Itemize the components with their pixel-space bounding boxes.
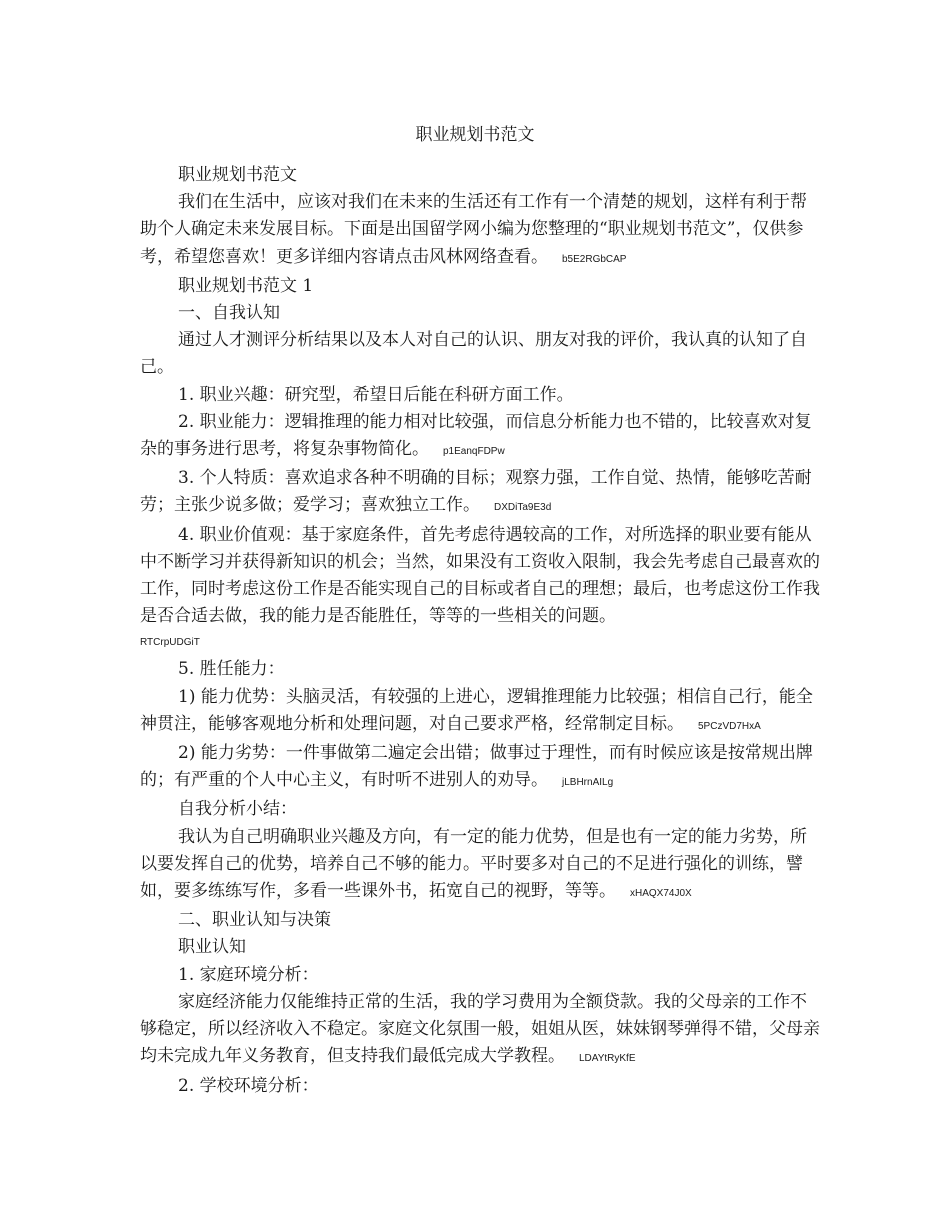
paragraph: 1) 能力优势：头脑灵活，有较强的上进心，逻辑推理能力比较强；相信自己行，能全神贯注，能够客观地分析和处理问题，对自己要求严格，经常制定目标。 5PCzVD7HxA [140, 686, 813, 734]
paragraph: 家庭经济能力仅能维持正常的生活，我的学习费用为全额贷款。我的父母亲的工作不够稳定，所以经济收入不稳定。家庭文化氛围一般，姐姐从医，妹妹钢琴弹得不错，父母亲均未完成九年义务教育，但支持我们最低完成大学教程。 LDAYtRyKfE [140, 991, 820, 1067]
doc-code: DXDiTa9E3d [494, 502, 552, 514]
paragraph: 2. 职业能力：逻辑推理的能力相对比较强，而信息分析能力也不错的，比较喜欢对复杂的事务进行思考，将复杂事物简化。 p1EanqFDPw [140, 411, 812, 460]
doc-code: xHAQX74J0X [630, 888, 692, 900]
paragraph: 3. 个人特质：喜欢追求各种不明确的目标；观察力强，工作自觉、热情，能够吃苦耐劳；主张少说多做；爱学习；喜欢独立工作。 DXDiTa9E3d [140, 468, 812, 516]
section-heading: 二、职业认知与决策 [178, 910, 331, 931]
paragraph: 1. 家庭环境分析： [178, 964, 319, 985]
paragraph: 5. 胜任能力： [178, 659, 285, 680]
paragraph: 2) 能力劣势：一件事做第二遍定会出错；做事过于理性，而有时候应该是按常规出牌的；有严重的个人中心主义，有时听不进别人的劝导。 jLBHrnAILg [140, 743, 813, 791]
doc-code: b5E2RGbCAP [562, 253, 627, 265]
paragraph: 自我分析小结： [178, 799, 297, 820]
doc-code: p1EanqFDPw [443, 446, 505, 458]
doc-code: jLBHrnAILg [562, 777, 614, 789]
doc-code: LDAYtRyKfE [579, 1053, 636, 1065]
paragraph: 2. 学校环境分析： [178, 1075, 319, 1096]
doc-code: 5PCzVD7HxA [698, 720, 761, 732]
paragraph: 1. 职业兴趣：研究型，希望日后能在科研方面工作。 [178, 384, 574, 405]
document-title: 职业规划书范文 [415, 125, 535, 145]
paragraph: 通过人才测评分析结果以及本人对自己的认识、朋友对我的评价，我认真的认知了自己。 [140, 330, 807, 378]
document-body [140, 162, 820, 1100]
paragraph: 我认为自己明确职业兴趣及方向，有一定的能力优势，但是也有一定的能力劣势，所以要发挥自己的优势，培养自己不够的能力。平时要多对自己的不足进行强化的训练，譬如，要多练练写作，多看一些课外书，拓宽自己的视野，等等。 xHAQX74J0X [140, 826, 807, 902]
paragraph: 4. 职业价值观：基于家庭条件，首先考虑待遇较高的工作，对所选择的职业要有能从中不断学习并获得新知识的机会；当然，如果没有工资收入限制，我会先考虑自己最喜欢的工作，同时考虑这份工作是否能实现自己的目标或者自己的理想；最后，也考虑这份工作我是否合适去做，我的能力是否能胜任，等等的一些相关的问题。 [140, 524, 820, 627]
paragraph: 我们在生活中，应该对我们在未来的生活还有工作有一个清楚的规划，这样有利于帮助个人确定未来发展目标。下面是出国留学网小编为您整理的“职业规划书范文”，仅供参考，希望您喜欢！更多详细内容请点击风林网络查看。 b5E2RGbCAP [140, 192, 807, 267]
paragraph: 职业规划书范文 1 [178, 275, 314, 296]
doc-code: RTCrpUDGiT [140, 637, 200, 649]
paragraph: 职业规划书范文 [178, 165, 297, 185]
section-heading: 一、自我认知 [178, 303, 280, 324]
paragraph: 职业认知 [178, 937, 246, 958]
